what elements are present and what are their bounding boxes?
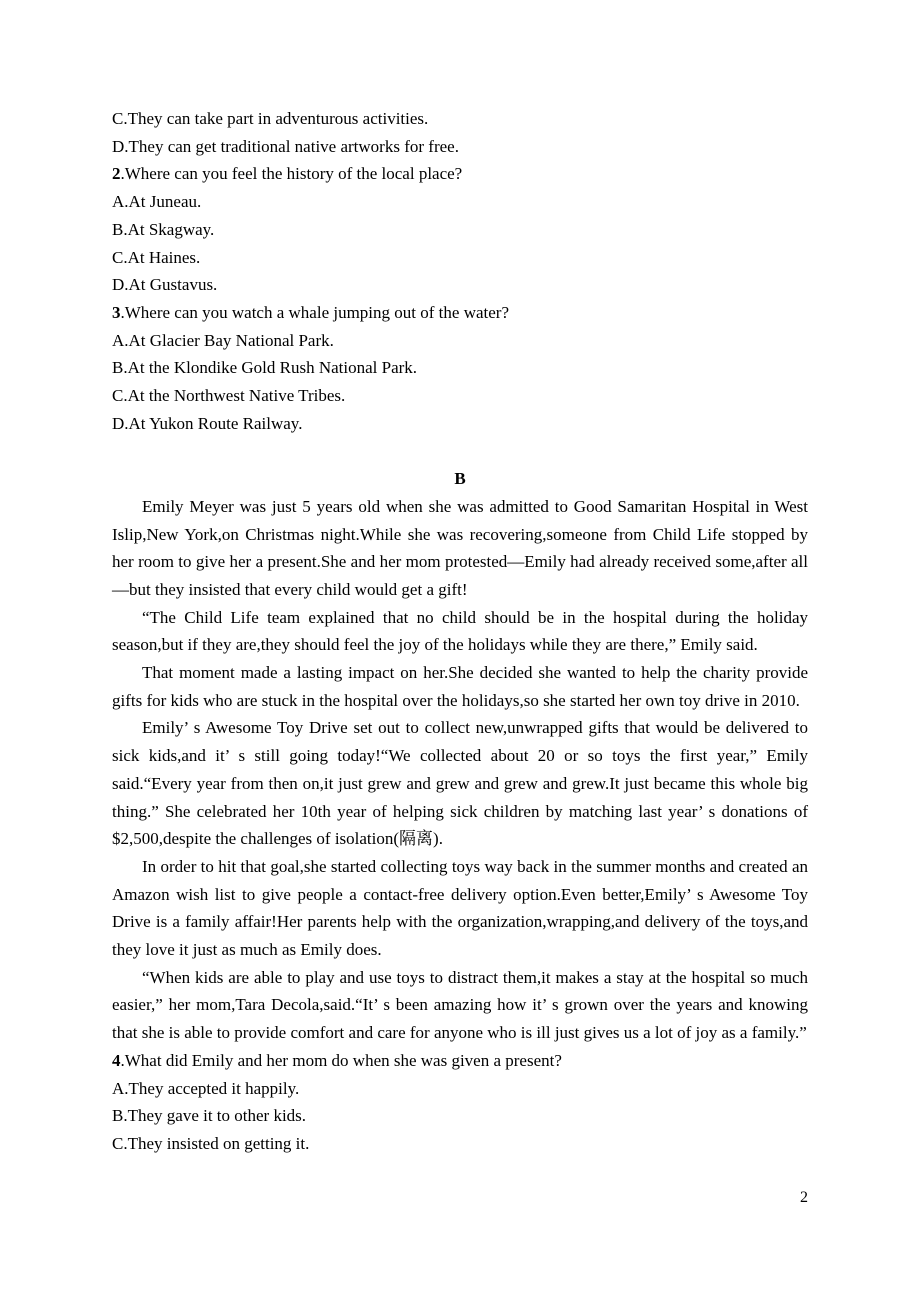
- q1-option-c: C.They can take part in adventurous activities.: [112, 109, 429, 128]
- q3-option-c: C.At the Northwest Native Tribes.: [112, 386, 346, 406]
- q3-option-a: A.At Glacier Bay National Park.: [112, 330, 334, 350]
- passage-paragraph-2: “The Child Life team explained that no child should be in the hospital during the holiday season,but if they are,they should feel the joy of the holidays while they are there,” Emily said.: [112, 607, 808, 655]
- passage-paragraph-1: Emily Meyer was just 5 years old when she was admitted to Good Samaritan Hospital in West Islip,New York,on Christmas night.While she was recovering,someone from Child Life stopped by her room to give her a present.She and her mom protested—Emily had already received some,after all—but they insisted that every child would get a gift!: [112, 496, 808, 599]
- q1-option-d: D.They can get traditional native artworks for free.: [112, 136, 459, 156]
- q2-option-a: A.At Juneau.: [112, 192, 202, 212]
- question-4-number: 4: [112, 1050, 121, 1070]
- question-2-stem: [112, 160, 808, 188]
- question-2-text: .Where can you feel the history of the local place?: [120, 164, 463, 184]
- passage-paragraph-4: Emily’ s Awesome Toy Drive set out to collect new,unwrapped gifts that would be delivered to sick kids,and it’ s still going today!“We collected about 20 or so toys the first year,” Emily said.“Every year from then on,it just grew and grew and grew and grew.It just became this whole big thing.” She celebrated her 10th year of helping sick children by matching last year’ s donations of $2,500,despite the challenges of isolation(隔离).: [112, 718, 808, 849]
- blank-line: [112, 437, 808, 465]
- question-3-stem: [112, 299, 808, 327]
- q4-option-b: B.They gave it to other kids.: [112, 1106, 307, 1126]
- passage-paragraph-3: That moment made a lasting impact on her.She decided she wanted to help the charity provide gifts for kids who are stuck in the hospital over the holidays,so she started her own toy drive in 2010.: [112, 663, 808, 710]
- question-2-number: 2: [112, 164, 121, 184]
- question-3-text: .Where can you watch a whale jumping out of the water?: [120, 302, 509, 322]
- passage-paragraph-5: In order to hit that goal,she started collecting toys way back in the summer months and created an Amazon wish list to give people a contact-free delivery option.Even better,Emily’ s Awesome Toy Drive is a family affair!Her parents help with the organization,wrapping,and delivery of the toys,and they love it just as much as Emily does.: [112, 856, 808, 960]
- q3-option-d: D.At Yukon Route Railway.: [112, 413, 303, 433]
- passage-paragraph-6: “When kids are able to play and use toys to distract them,it makes a stay at the hospital so much easier,” her mom,Tara Decola,said.“It’ s been amazing how it’ s grown over the years and knowing that she is able to provide comfort and care for anyone who is ill just gives us a lot of joy as a family.”: [112, 967, 808, 1043]
- q2-option-b: B.At Skagway.: [112, 219, 215, 239]
- page-number: 2: [800, 1189, 808, 1206]
- question-3-number: 3: [112, 302, 121, 322]
- q4-option-c: C.They insisted on getting it.: [112, 1134, 310, 1153]
- passage-b-label: B: [454, 469, 466, 489]
- q4-option-a: A.They accepted it happily.: [112, 1078, 300, 1098]
- question-4-text: .What did Emily and her mom do when she was given a present?: [120, 1050, 562, 1070]
- q3-option-b: B.At the Klondike Gold Rush National Park.: [112, 358, 418, 378]
- q2-option-c: C.At Haines.: [112, 247, 201, 267]
- q2-option-d: D.At Gustavus.: [112, 275, 218, 295]
- question-4-stem: [112, 1047, 808, 1075]
